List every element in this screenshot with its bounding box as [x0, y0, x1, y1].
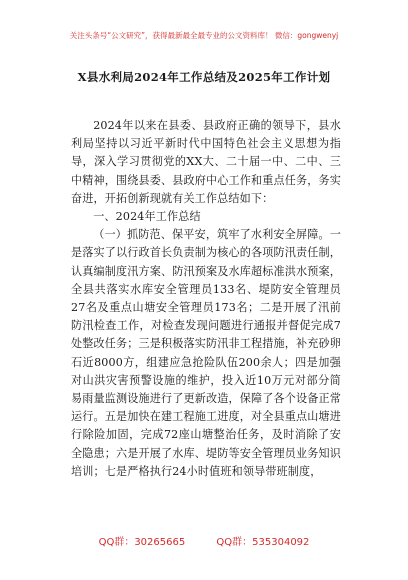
intro-paragraph: 2024年以来在县委、县政府正确的领导下，县水利局坚持以习近平新时代中国特色社会主义思想为指导，深入学习贯彻党的XX大、二十届一中、二中、三中精神，围绕县委、县政府中心工作和重点任务，务实奋进，开拓创新现就有关工作总结如下： — [71, 119, 341, 205]
footer — [0, 533, 408, 548]
header-banner: 关注头条号“公文研究”，获得最新最全最专业的公文资料库！ 微信：gongwenyj — [69, 31, 339, 40]
section-paragraph: （一）抓防范、保平安，筑牢了水利安全屏障。一是落实了以行政首长负责制为核心的各项防汛责任制，认真编制度汛方案、防汛预案及水库超标准洪水预案，全县共落实水库安全管理员133名、堤防安全管理员27名及重点山塘安全管理员173名；二是开展了汛前防汛检查工作，对检查发现问题进行通报并督促完成7处整改任务；三是积极落实防汛非工程措施，补充砂卵石近8000方，组建应急抢险队伍200余人；四是加强对山洪灾害预警设施的维护，投入近10万元对部分简易雨量监测设施进行了更新改造，保障了各个设备正常运行。五是加快在建工程施工进度，对全县重点山塘进行除险加固，完成72座山塘整治任务，及时消除了安全隐患；六是开展了水库、堤防等安全管理员业务知识培训；七是严格执行24小时值班和领导带班制度， — [71, 228, 341, 478]
document-body — [71, 117, 341, 481]
footer-qq-group-2: QQ群：535304092 — [216, 537, 310, 548]
document-title: X县水利局2024年工作总结及2025年工作计划 — [77, 70, 331, 84]
section-heading: 一、2024年工作总结 — [93, 210, 201, 224]
footer-qq-group-1: QQ群：30265665 — [98, 537, 186, 548]
